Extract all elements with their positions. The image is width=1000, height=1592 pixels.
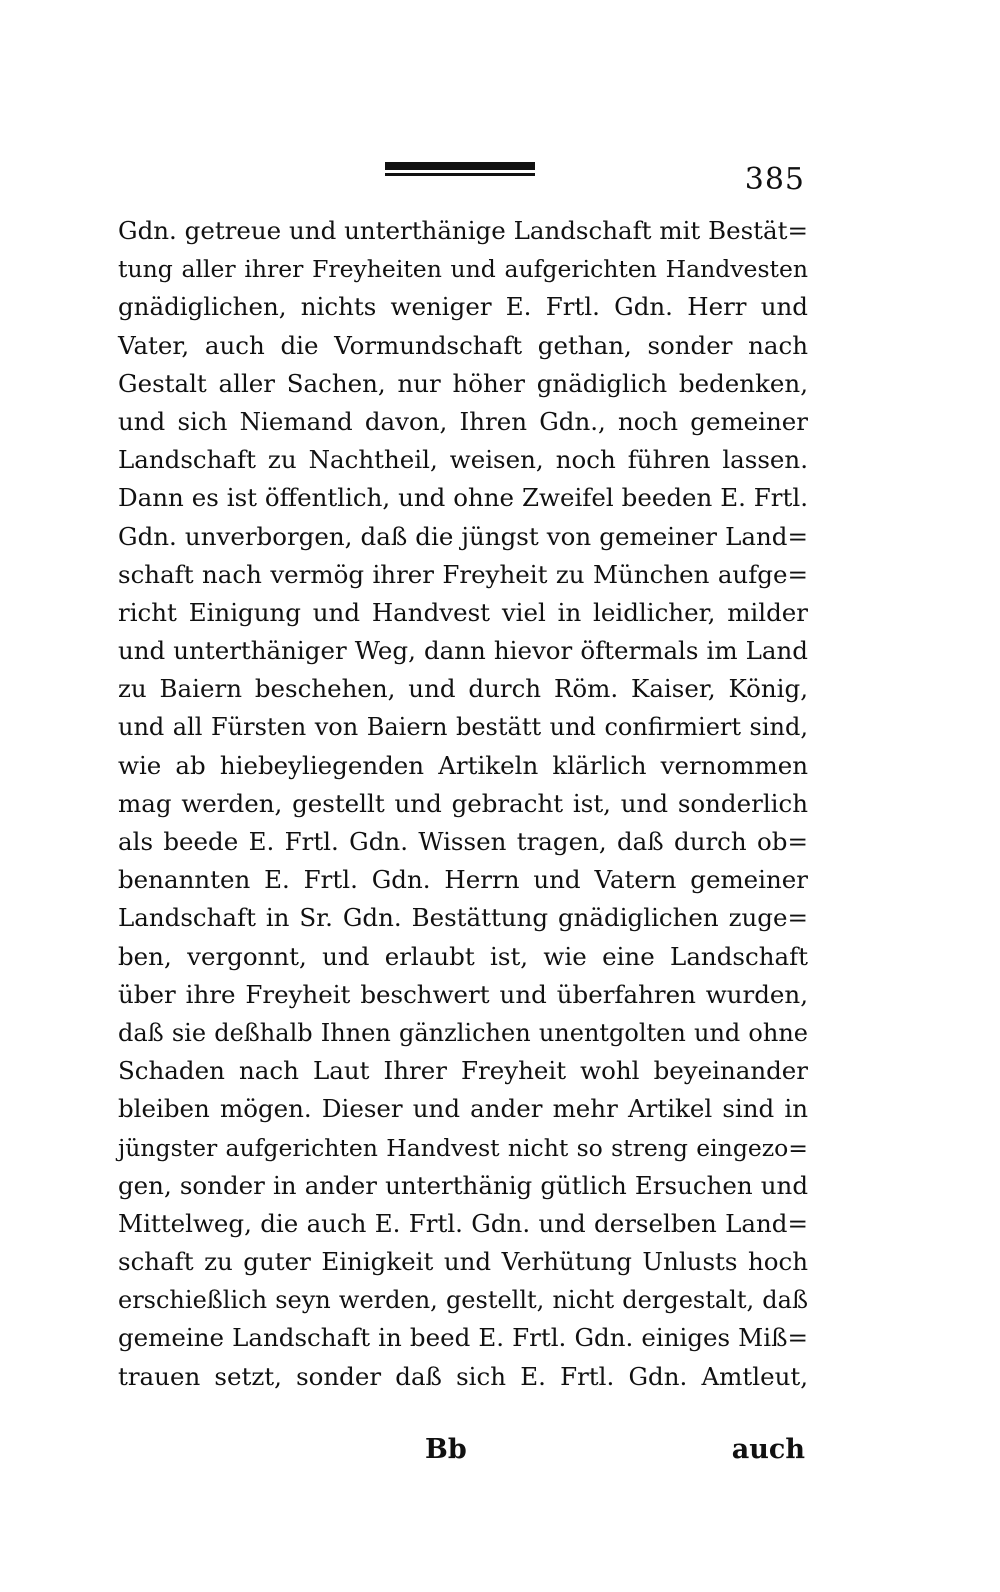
text-line: Vater, auch die Vormundschaft gethan, sonder nach [118, 330, 808, 360]
text-line: tung aller ihrer Freyheiten und aufgerichten Handvesten [118, 255, 808, 284]
text-line: ben, vergonnt, und erlaubt ist, wie eine Landschaft [118, 941, 808, 971]
text-line: bleiben mögen. Dieser und ander mehr Artikel sind in [118, 1094, 808, 1124]
text-line: Schaden nach Laut Ihrer Freyheit wohl beyeinander [118, 1056, 808, 1086]
signature-mark: Bb [425, 1434, 467, 1465]
text-line: schaft nach vermög ihrer Freyheit zu München aufge= [118, 559, 808, 589]
text-line: Gestalt aller Sachen, nur höher gnädiglich bedenken, [118, 368, 808, 398]
page-number: 385 [744, 162, 805, 197]
page-footer [0, 1434, 1000, 1474]
text-line: Gdn. getreue und unterthänige Landschaft mit Bestät= [118, 216, 808, 245]
body-text [118, 212, 808, 1396]
text-line: Landschaft in Sr. Gdn. Bestättung gnädiglichen zuge= [118, 903, 808, 933]
text-line: mag werden, gestellt und gebracht ist, und sonderlich [118, 788, 808, 818]
text-line: benannten E. Frtl. Gdn. Herrn und Vatern gemeiner [118, 865, 808, 895]
text-line: als beede E. Frtl. Gdn. Wissen tragen, daß durch ob= [118, 827, 808, 856]
text-line: wie ab hiebeyliegenden Artikeln klärlich vernommen [118, 750, 808, 780]
header-rule [385, 162, 535, 178]
text-line: richt Einigung und Handvest viel in leidlicher, milder [118, 597, 808, 627]
text-line: über ihre Freyheit beschwert und überfahren wurden, [118, 979, 808, 1009]
text-line: zu Baiern beschehen, und durch Röm. Kaiser, König, [118, 674, 808, 704]
text-line: Gdn. unverborgen, daß die jüngst von gemeiner Land= [118, 521, 808, 551]
text-line: jüngster aufgerichten Handvest nicht so streng eingezo= [118, 1133, 808, 1162]
text-line: erschießlich seyn werden, gestellt, nicht dergestalt, daß [118, 1286, 808, 1315]
header-rule-thin [385, 173, 535, 176]
header-rule-thick [385, 162, 535, 170]
text-line: und sich Niemand davon, Ihren Gdn., noch gemeiner [118, 406, 808, 436]
text-line: schaft zu guter Einigkeit und Verhütung Unlusts hoch [118, 1247, 808, 1277]
text-line: und unterthäniger Weg, dann hievor öftermals im Land [118, 636, 808, 666]
text-line: trauen setzt, sonder daß sich E. Frtl. Gdn. Amtleut, [118, 1361, 808, 1391]
text-line: daß sie deßhalb Ihnen gänzlichen unentgolten und ohne [118, 1018, 808, 1047]
text-line: Dann es ist öffentlich, und ohne Zweifel beeden E. Frtl. [118, 483, 808, 513]
text-line: Mittelweg, die auch E. Frtl. Gdn. und derselben Land= [118, 1208, 808, 1238]
text-line: Landschaft zu Nachtheil, weisen, noch führen lassen. [118, 445, 808, 475]
text-line: und all Fürsten von Baiern bestätt und confirmiert sind, [118, 713, 808, 742]
text-line: gen, sonder in ander unterthänig gütlich Ersuchen und [118, 1170, 808, 1200]
text-line: gnädiglichen, nichts weniger E. Frtl. Gdn. Herr und [118, 292, 808, 322]
catchword: auch [731, 1434, 805, 1465]
text-line: gemeine Landschaft in beed E. Frtl. Gdn. einiges Miß= [118, 1323, 808, 1353]
